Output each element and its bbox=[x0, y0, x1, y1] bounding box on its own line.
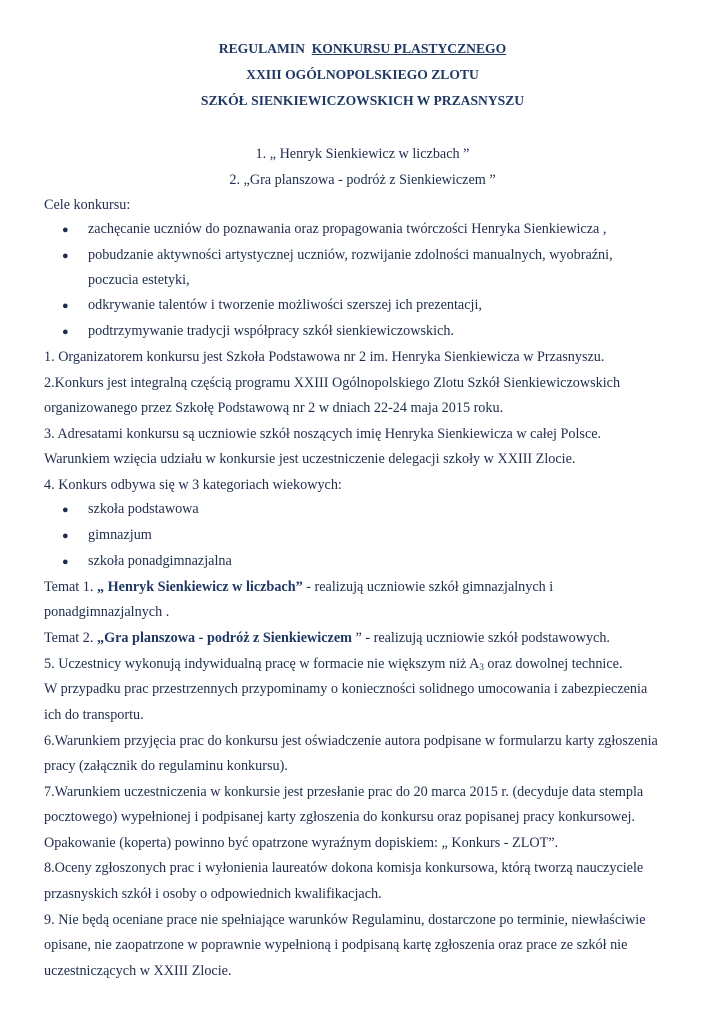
temat-2-title: „Gra planszowa - podróż z Sienkiewiczem bbox=[96, 630, 352, 646]
goal-item-continued: poczucia estetyki, bbox=[88, 272, 190, 288]
goal-item: podtrzymywanie tradycji współpracy szkół sienkiewiczowskich. bbox=[88, 323, 455, 339]
bullet-icon: ● bbox=[62, 504, 69, 516]
goal-item: pobudzanie aktywności artystycznej uczniów, rozwijanie zdolności manualnych, wyobraźni, bbox=[88, 247, 613, 263]
bullet-icon: ● bbox=[62, 300, 69, 312]
paragraph-9: 9. Nie będą oceniane prace nie spełniające warunków Regulaminu, dostarczone po terminie, niewłaściwie bbox=[44, 912, 646, 928]
paragraph-2: 2.Konkurs jest integralną częścią programu XXIII Ogólnopolskiego Zlotu Szkół Sienkiewiczowskich bbox=[44, 375, 621, 391]
category-item: szkoła podstawowa bbox=[88, 501, 199, 517]
goal-item: odkrywanie talentów i tworzenie możliwości szerszej ich prezentacji, bbox=[88, 297, 482, 313]
title-line-2: XXIII OGÓLNOPOLSKIEGO ZLOTU bbox=[246, 67, 479, 82]
paragraph-8-cont: przasnyskich szkół i osoby o odpowiednich kwalifikacjach. bbox=[44, 886, 382, 902]
title-line-3: SZKÓŁ SIENKIEWICZOWSKICH W PRZASNYSZU bbox=[200, 93, 525, 108]
bullet-icon: ● bbox=[62, 224, 69, 236]
theme-1: 1. „ Henryk Sienkiewicz w liczbach ” bbox=[255, 146, 470, 162]
paragraph-7-cont: pocztowego) wypełnionej i podpisanej karty zgłoszenia do konkursu oraz popisanej pracy konkursowej. bbox=[44, 809, 635, 825]
title-line-1 bbox=[0, 41, 725, 57]
paragraph-6: 6.Warunkiem przyjęcia prac do konkursu jest oświadczenie autora podpisane w formularzu karty zgłoszenia bbox=[44, 733, 658, 749]
paragraph-6-cont: pracy (załącznik do regulaminu konkursu). bbox=[44, 758, 288, 774]
paragraph-8: 8.Oceny zgłoszonych prac i wyłonienia laureatów dokona komisja konkursowa, którą tworzą nauczyciele bbox=[44, 860, 644, 876]
bullet-icon: ● bbox=[62, 250, 69, 262]
temat-1-label: Temat 1. bbox=[44, 579, 97, 595]
paragraph-2-cont: organizowanego przez Szkołę Podstawową nr 2 w dniach 22-24 maja 2015 roku. bbox=[44, 400, 504, 416]
bullet-icon: ● bbox=[62, 556, 69, 568]
temat-1-text: - realizują uczniowie szkół gimnazjalnych i bbox=[302, 579, 554, 595]
paragraph-3: 3. Adresatami konkursu są uczniowie szkół noszących imię Henryka Sienkiewicza w całej Polsce. bbox=[44, 426, 602, 442]
bullet-icon: ● bbox=[62, 326, 69, 338]
bullet-icon: ● bbox=[62, 530, 69, 542]
paragraph-5-text-end: oraz dowolnej technice. bbox=[483, 656, 623, 672]
goal-item: zachęcanie uczniów do poznawania oraz propagowania twórczości Henryka Sienkiewicza , bbox=[88, 221, 607, 237]
category-item: gimnazjum bbox=[88, 527, 152, 543]
theme-2: 2. „Gra planszowa - podróż z Sienkiewiczem ” bbox=[229, 172, 496, 188]
format-subscript: 3 bbox=[479, 662, 484, 672]
paragraph-9-cont-2: uczestniczących w XXIII Zlocie. bbox=[44, 963, 232, 979]
goals-heading: Cele konkursu: bbox=[44, 197, 131, 213]
category-item: szkoła ponadgimnazjalna bbox=[88, 553, 232, 569]
temat-1-cont: ponadgimnazjalnych . bbox=[44, 604, 170, 620]
paragraph-5 bbox=[44, 656, 623, 673]
paragraph-7-cont-2: Opakowanie (koperta) powinno być opatrzone wyraźnym dopiskiem: „ Konkurs - ZLOT”. bbox=[44, 835, 559, 851]
temat-1-title: „ Henryk Sienkiewicz w liczbach” bbox=[96, 579, 303, 595]
paragraph-5-text: 5. Uczestnicy wykonują indywidualną pracę w formacie nie większym niż A bbox=[44, 656, 480, 672]
paragraph-3-cont: Warunkiem wzięcia udziału w konkursie jest uczestniczenie delegacji szkoły w XXIII Zlocie. bbox=[44, 451, 576, 467]
title-konkurs: KONKURSU PLASTYCZNEGO bbox=[311, 41, 507, 56]
temat-2 bbox=[44, 630, 610, 647]
paragraph-7: 7.Warunkiem uczestniczenia w konkursie jest przesłanie prac do 20 marca 2015 r. (decyduje data stempla bbox=[44, 784, 644, 800]
paragraph-4: 4. Konkurs odbywa się w 3 kategoriach wiekowych: bbox=[44, 477, 342, 493]
paragraph-1: 1. Organizatorem konkursu jest Szkoła Podstawowa nr 2 im. Henryka Sienkiewicza w Przasnyszu. bbox=[44, 349, 605, 365]
temat-1 bbox=[44, 579, 553, 596]
paragraph-9-cont: opisane, nie zaopatrzone w poprawnie wypełnioną i podpisaną kartę zgłoszenia oraz prace ze szkół nie bbox=[44, 937, 628, 953]
temat-2-label: Temat 2. bbox=[44, 630, 97, 646]
paragraph-5-cont-2: ich do transportu. bbox=[44, 707, 144, 723]
temat-2-text: ” - realizują uczniowie szkół podstawowych. bbox=[351, 630, 610, 646]
paragraph-5-cont: W przypadku prac przestrzennych przypominamy o konieczności solidnego umocowania i zabezpieczenia bbox=[44, 681, 648, 697]
title-regulamin: REGULAMIN bbox=[218, 41, 305, 56]
